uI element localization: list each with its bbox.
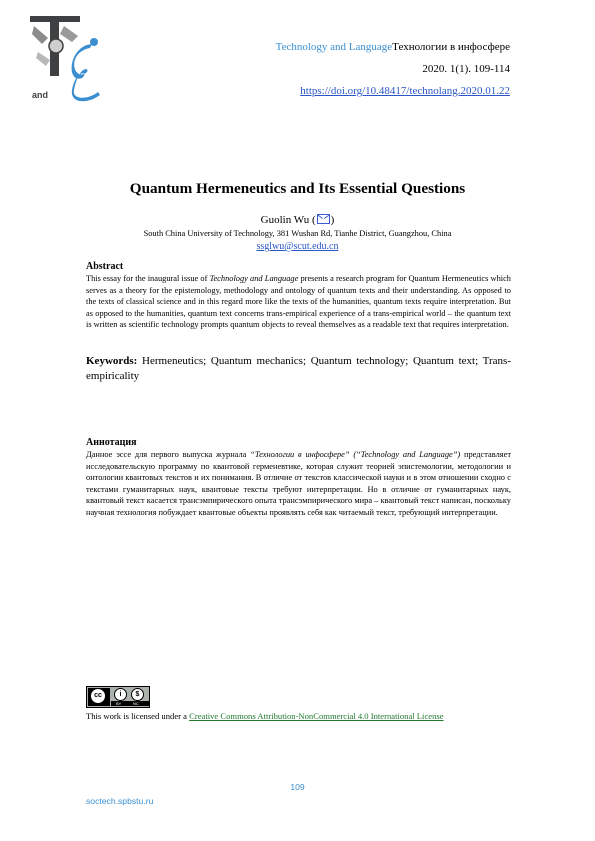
annotation-heading: Аннотация — [86, 437, 137, 448]
abstract-text-start: This essay for the inaugural issue of — [86, 274, 210, 283]
journal-logo-icon — [28, 12, 110, 104]
issue-info: 2020. 1(1). 109-114 — [422, 63, 510, 75]
license-link[interactable]: Creative Commons Attribution-NonCommercial 4.0 International License — [189, 711, 444, 721]
abstract-heading: Abstract — [86, 261, 124, 272]
svg-text:and: and — [32, 90, 49, 100]
cc-logo-icon: cc — [90, 688, 106, 704]
journal-title-en: Technology and Language — [275, 41, 393, 53]
cc-by-nc-badge-icon[interactable] — [86, 686, 150, 708]
doi-link[interactable]: https://doi.org/10.48417/technolang.2020.01.22 — [300, 85, 510, 97]
annotation-text — [86, 449, 511, 519]
by-person-icon: i — [114, 688, 127, 701]
abstract-text-rest: presents a research program for Quantum Hermeneutics which serves as a theory for the epistemology, methodology and ontology of quantum texts and their understanding. As opposed to the texts of classical science and in this regard more like the texts of the humanities, quantum texts require interpretation. But as opposed to the humanities, quantum text concerns trans-empirical experience of a trans-empirical world – the quantum text is written as scientific technology prompts quantum objects to reveal themselves as a readable text that requires interpretation. — [86, 274, 511, 330]
journal-title-ru: Технологии в инфосфере — [392, 41, 510, 53]
keywords — [86, 354, 511, 384]
author-line — [0, 214, 595, 226]
author-name: Guolin Wu ( — [260, 214, 316, 226]
annotation-text-rest: представляет исследовательскую программу по квантовой герменевтике, которая служит теорией эпистемологии, методологии и онтологии квантовых текстов и их понимания. В отличие от текстов классической науки и в этом отношении сходно с текстами гуманитарных наук, квантовые тексты требуют интерпретации. Но в отличие от гуманитарных наук, квантовый текст касается трансэмпирического опыта трансэмпирического мира – квантовый текст написан, поскольку научная технология побуждает квантовые объекты проявлять себя как читаемый текст, требующий интерпретации. — [86, 450, 511, 517]
journal-header — [276, 36, 510, 102]
envelope-icon[interactable] — [317, 214, 330, 224]
site-url: soctech.spbstu.ru — [86, 796, 154, 806]
journal-title-line — [276, 36, 510, 58]
license-line — [86, 711, 444, 721]
annotation-text-start: Данное эссе для первого выпуска журнала — [86, 450, 251, 459]
nc-dollar-icon: $ — [131, 688, 144, 701]
abstract-text — [86, 273, 511, 331]
cc-badge-strip — [111, 701, 149, 706]
keywords-label: Keywords: — [86, 355, 138, 367]
annotation-journal-name: “Технологии в инфосфере” (“Technology and Language”) — [250, 450, 461, 459]
author-email-link[interactable]: ssglwu@scut.edu.cn — [256, 241, 339, 252]
page-number: 109 — [290, 782, 305, 792]
keywords-text: Hermeneutics; Quantum mechanics; Quantum technology; Quantum text; Trans-empiricality — [86, 355, 511, 382]
author-paren-close: ) — [330, 214, 335, 226]
abstract-journal-name: Technology and Language — [209, 274, 299, 283]
cc-nc-label: NC — [133, 701, 139, 706]
article-title: Quantum Hermeneutics and Its Essential Questions — [129, 180, 466, 197]
license-text: This work is licensed under a — [86, 711, 190, 721]
author-affiliation: South China University of Technology, 381 Wushan Rd, Tianhe District, Guangzhou, China — [143, 229, 452, 238]
cc-by-label: BY — [116, 701, 122, 706]
